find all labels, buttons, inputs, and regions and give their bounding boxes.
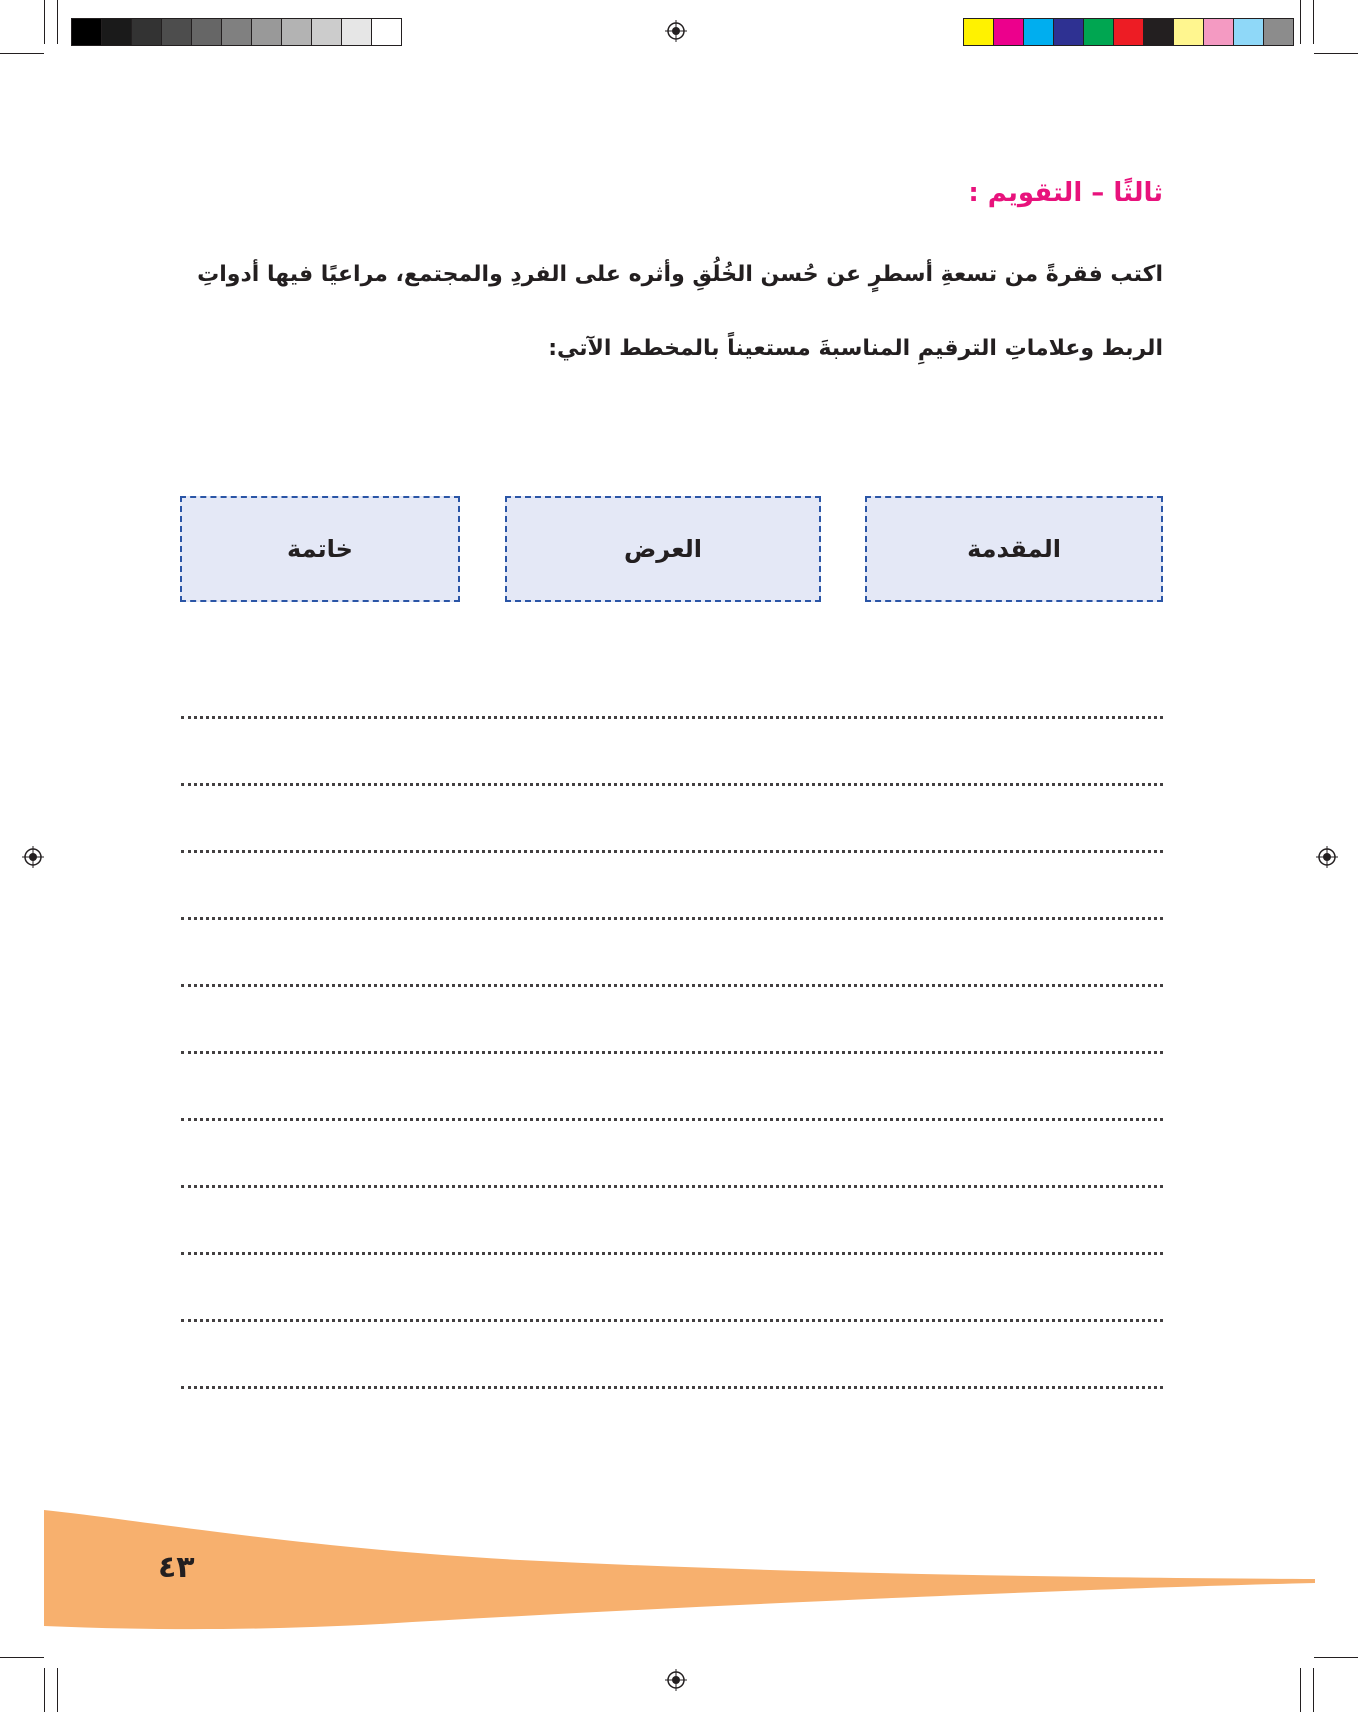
- dotted-writing-line[interactable]: [181, 714, 1163, 719]
- outline-label: خاتمة: [287, 535, 353, 563]
- crop-mark: [1300, 0, 1301, 44]
- crop-mark: [0, 1657, 44, 1658]
- crop-mark: [1300, 1668, 1301, 1712]
- color-swatch: [1233, 19, 1263, 45]
- writing-area[interactable]: [181, 714, 1163, 1451]
- color-swatch: [1083, 19, 1113, 45]
- crop-mark: [1314, 1657, 1358, 1658]
- crop-mark: [1313, 1668, 1314, 1712]
- color-swatch: [1113, 19, 1143, 45]
- color-swatch: [1173, 19, 1203, 45]
- gray-swatch: [131, 19, 161, 45]
- crop-mark: [57, 1668, 58, 1712]
- dotted-writing-line[interactable]: [181, 1250, 1163, 1255]
- instruction-line: الربط وعلاماتِ الترقيمِ المناسبةَ مستعيناً بالمخطط الآتي:: [548, 336, 1163, 361]
- gray-swatch: [161, 19, 191, 45]
- grayscale-calibration-bar: [71, 18, 402, 46]
- dotted-writing-line[interactable]: [181, 915, 1163, 920]
- dotted-writing-line[interactable]: [181, 1384, 1163, 1389]
- color-swatch: [1023, 19, 1053, 45]
- dotted-writing-line[interactable]: [181, 1049, 1163, 1054]
- outline-box-intro: [865, 496, 1163, 602]
- crop-mark: [44, 0, 45, 44]
- gray-swatch: [72, 19, 101, 45]
- dotted-writing-line[interactable]: [181, 1317, 1163, 1322]
- color-calibration-bar: [963, 18, 1294, 46]
- dotted-writing-line[interactable]: [181, 1183, 1163, 1188]
- color-swatch: [1203, 19, 1233, 45]
- crop-mark: [57, 0, 58, 44]
- gray-swatch: [101, 19, 131, 45]
- exercise-instruction: [183, 238, 1163, 386]
- registration-mark-right-icon: [1316, 846, 1338, 868]
- crop-mark: [0, 53, 44, 54]
- color-swatch: [964, 19, 993, 45]
- crop-mark: [44, 1668, 45, 1712]
- outline-box-conclusion: [180, 496, 460, 602]
- instruction-line: اكتب فقرةً من تسعةِ أسطرٍ عن حُسن الخُلُقِ وأثره على الفردِ والمجتمع، مراعيًا فيها أدواتِ: [197, 262, 1163, 287]
- color-swatch: [1143, 19, 1173, 45]
- gray-swatch: [371, 19, 401, 45]
- gray-swatch: [191, 19, 221, 45]
- gray-swatch: [311, 19, 341, 45]
- outline-box-body: [505, 496, 821, 602]
- gray-swatch: [281, 19, 311, 45]
- dotted-writing-line[interactable]: [181, 781, 1163, 786]
- gray-swatch: [341, 19, 371, 45]
- dotted-writing-line[interactable]: [181, 848, 1163, 853]
- page-number: ٤٣: [158, 1550, 195, 1585]
- color-swatch: [1263, 19, 1293, 45]
- registration-mark-top-icon: [665, 20, 687, 42]
- outline-label: المقدمة: [967, 535, 1061, 563]
- registration-mark-bottom-icon: [665, 1669, 687, 1691]
- outline-label: العرض: [624, 535, 702, 563]
- section-heading: ثالثًا – التقويم :: [968, 178, 1163, 208]
- dotted-writing-line[interactable]: [181, 982, 1163, 987]
- crop-mark: [1313, 0, 1314, 44]
- registration-mark-left-icon: [22, 846, 44, 868]
- gray-swatch: [251, 19, 281, 45]
- footer-band: [0, 1500, 1358, 1640]
- gray-swatch: [221, 19, 251, 45]
- crop-mark: [1314, 53, 1358, 54]
- color-swatch: [993, 19, 1023, 45]
- color-swatch: [1053, 19, 1083, 45]
- dotted-writing-line[interactable]: [181, 1116, 1163, 1121]
